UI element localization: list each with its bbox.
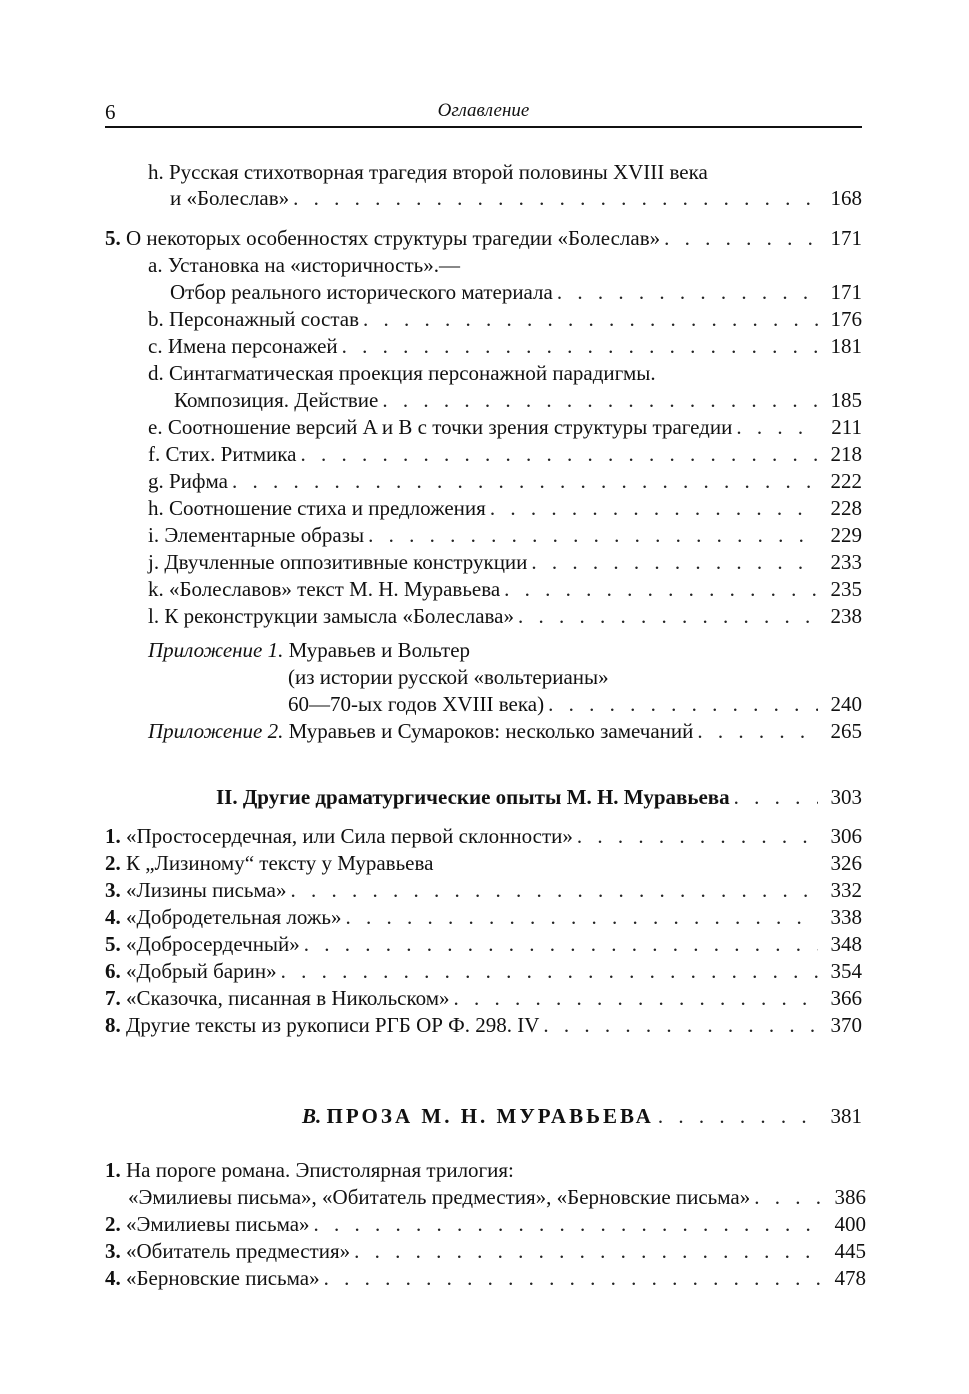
toc-entry-title: «Добрый барин» bbox=[126, 959, 277, 983]
leader-dots bbox=[531, 549, 818, 575]
toc-entry-q4[interactable] bbox=[105, 1265, 866, 1291]
section-number: 2. bbox=[105, 851, 121, 875]
toc-page-number: 218 bbox=[830, 442, 862, 466]
leader-dots bbox=[664, 225, 818, 251]
toc-page-number: 222 bbox=[830, 469, 862, 493]
toc-entry-i[interactable] bbox=[148, 522, 862, 548]
toc-entry-title: «Добросердечный» bbox=[126, 932, 300, 956]
toc-page-number: 229 bbox=[830, 523, 862, 547]
toc-page-number: 168 bbox=[830, 186, 862, 210]
toc-page-number: 370 bbox=[830, 1013, 862, 1037]
part-letter: B. bbox=[302, 1104, 322, 1128]
toc-entry-title: и «Болеслав» bbox=[170, 186, 290, 210]
toc-page-number: 366 bbox=[830, 986, 862, 1010]
toc-part-title: ПРОЗА М. Н. МУРАВЬЕВА bbox=[326, 1104, 654, 1128]
section-number: 4. bbox=[105, 1266, 121, 1290]
toc-entry-e[interactable] bbox=[148, 414, 862, 440]
section-number: 5. bbox=[105, 932, 121, 956]
section-number: 5. bbox=[105, 226, 121, 250]
leader-dots bbox=[754, 1184, 822, 1210]
toc-page-number: 348 bbox=[830, 932, 862, 956]
toc-page-number: 478 bbox=[834, 1266, 866, 1290]
toc-page-number: 332 bbox=[830, 878, 862, 902]
leader-dots bbox=[232, 468, 818, 494]
toc-entry-title: c. Имена персонажей bbox=[148, 334, 338, 358]
toc-entry-title: Композиция. Действие bbox=[174, 388, 379, 412]
toc-entry-p7[interactable] bbox=[105, 985, 862, 1011]
toc-entry-h[interactable] bbox=[148, 495, 862, 521]
section-number: 1. bbox=[105, 1158, 121, 1182]
toc-page-number: 171 bbox=[830, 226, 862, 250]
leader-dots bbox=[557, 279, 818, 305]
toc-entry-title: «Лизины письма» bbox=[126, 878, 287, 902]
section-number: 8. bbox=[105, 1013, 121, 1037]
leader-dots bbox=[577, 823, 818, 849]
leader-dots bbox=[342, 333, 818, 359]
appendix-1-line1 bbox=[148, 637, 470, 663]
toc-page-number: 338 bbox=[830, 905, 862, 929]
section-number: 6. bbox=[105, 959, 121, 983]
toc-entry-title: О некоторых особенностях структуры трагедии «Болеслав» bbox=[126, 226, 661, 250]
header-rule bbox=[105, 126, 862, 128]
leader-dots bbox=[363, 306, 818, 332]
toc-entry-title: Муравьев и Сумароков: несколько замечаний bbox=[288, 719, 694, 743]
toc-page-number: 265 bbox=[830, 719, 862, 743]
toc-entry-title: g. Рифма bbox=[148, 469, 228, 493]
toc-entry-a[interactable] bbox=[170, 279, 862, 305]
toc-entry-title: К „Лизиному“ тексту у Муравьева bbox=[126, 851, 434, 875]
toc-part-title: II. Другие драматургические опыты М. Н. Муравьева bbox=[216, 785, 730, 809]
leader-dots bbox=[345, 904, 818, 930]
toc-page-number: 400 bbox=[834, 1212, 866, 1236]
toc-page-number: 240 bbox=[830, 692, 862, 716]
toc-entry-q1-line1 bbox=[105, 1157, 514, 1183]
toc-entry-part-2[interactable] bbox=[216, 784, 862, 810]
toc-entry-title: «Берновские письма» bbox=[126, 1266, 320, 1290]
toc-entry-title: b. Персонажный состав bbox=[148, 307, 360, 331]
toc-entry-f[interactable] bbox=[148, 441, 862, 467]
leader-dots bbox=[518, 603, 818, 629]
toc-entry-title: «Эмилиевы письма», «Обитатель предместия», «Берновские письма» bbox=[128, 1185, 751, 1209]
toc-entry-p8[interactable] bbox=[105, 1012, 862, 1038]
leader-dots bbox=[548, 691, 818, 717]
toc-page-number: 228 bbox=[830, 496, 862, 520]
toc-page-number: 306 bbox=[830, 824, 862, 848]
toc-entry-c[interactable] bbox=[148, 333, 862, 359]
section-number: 3. bbox=[105, 878, 121, 902]
toc-entry-title: i. Элементарные образы bbox=[148, 523, 365, 547]
toc-entry-p5[interactable] bbox=[105, 931, 862, 957]
leader-dots bbox=[304, 931, 818, 957]
leader-dots bbox=[314, 1211, 822, 1237]
toc-page-number: 235 bbox=[830, 577, 862, 601]
leader-dots bbox=[290, 877, 818, 903]
toc-page-number: 181 bbox=[830, 334, 862, 358]
toc-entry-q3[interactable] bbox=[105, 1238, 866, 1264]
toc-page-number: 238 bbox=[830, 604, 862, 628]
toc-entry-j[interactable] bbox=[148, 549, 862, 575]
toc-entry-appendix-1[interactable] bbox=[288, 691, 862, 717]
toc-entry-title: Отбор реального исторического материала bbox=[170, 280, 553, 304]
toc-entry-part-b[interactable] bbox=[302, 1103, 862, 1129]
toc-entry-title: j. Двучленные оппозитивные конструкции bbox=[148, 550, 528, 574]
leader-dots bbox=[697, 718, 818, 744]
toc-entry-h-prev-line1: h. Русская стихотворная трагедия второй половины XVIII века bbox=[148, 160, 708, 184]
section-number: 4. bbox=[105, 905, 121, 929]
toc-entry-appendix-2[interactable] bbox=[148, 718, 862, 744]
toc-entry-q2[interactable] bbox=[105, 1211, 866, 1237]
toc-page-number: 386 bbox=[834, 1185, 866, 1209]
toc-entry-title: «Эмилиевы письма» bbox=[126, 1212, 310, 1236]
toc-page-number: 176 bbox=[830, 307, 862, 331]
running-title: Оглавление bbox=[437, 100, 530, 121]
leader-dots bbox=[490, 495, 818, 521]
leader-dots bbox=[293, 185, 818, 211]
toc-entry-d-line1: d. Синтагматическая проекция персонажной парадигмы. bbox=[148, 361, 656, 385]
toc-page-number: 185 bbox=[830, 388, 862, 412]
toc-entry-d[interactable] bbox=[174, 387, 862, 413]
toc-entry-p1[interactable] bbox=[105, 823, 862, 849]
toc-entry-title: «Сказочка, писанная в Никольском» bbox=[126, 986, 450, 1010]
toc-entry-title: 60—70-ых годов XVIII века) bbox=[288, 692, 545, 716]
toc-entry-title: На пороге романа. Эпистолярная трилогия: bbox=[126, 1158, 514, 1182]
toc-entry-title: «Простосердечная, или Сила первой склонности» bbox=[126, 824, 573, 848]
toc-entry-q1[interactable] bbox=[128, 1184, 866, 1210]
appendix-title: Муравьев и Вольтер bbox=[288, 638, 471, 662]
toc-page-number: 354 bbox=[830, 959, 862, 983]
toc-entry-title: «Добродетельная ложь» bbox=[126, 905, 342, 929]
leader-dots bbox=[454, 985, 818, 1011]
leader-dots bbox=[300, 441, 818, 467]
leader-dots bbox=[324, 1265, 822, 1291]
toc-page-number: 303 bbox=[830, 785, 862, 809]
leader-dots bbox=[281, 958, 818, 984]
toc-entry-k[interactable] bbox=[148, 576, 862, 602]
section-number: 1. bbox=[105, 824, 121, 848]
leader-dots bbox=[354, 1238, 822, 1264]
toc-page-number: 211 bbox=[831, 415, 862, 439]
toc-entry-b[interactable] bbox=[148, 306, 862, 332]
toc-page-number: 233 bbox=[830, 550, 862, 574]
appendix-label: Приложение 2. bbox=[148, 719, 284, 743]
toc-entry-title: «Обитатель предместия» bbox=[126, 1239, 351, 1263]
toc-entry-title: h. Соотношение стиха и предложения bbox=[148, 496, 486, 520]
toc-entry-title: e. Соотношение версий A и B с точки зрения структуры трагедии bbox=[148, 415, 733, 439]
leader-dots bbox=[658, 1103, 818, 1129]
toc-entry-title: k. «Болеславов» текст М. Н. Муравьева bbox=[148, 577, 501, 601]
section-number: 3. bbox=[105, 1239, 121, 1263]
toc-page-number: 445 bbox=[834, 1239, 866, 1263]
leader-dots bbox=[736, 414, 818, 440]
section-number: 2. bbox=[105, 1212, 121, 1236]
toc-entry-section-5[interactable] bbox=[105, 225, 862, 251]
toc-page-number: 171 bbox=[830, 280, 862, 304]
toc-entry-p4[interactable] bbox=[105, 904, 862, 930]
toc-entry-g[interactable] bbox=[148, 468, 862, 494]
toc-entry-h-prev[interactable] bbox=[170, 185, 862, 211]
toc-entry-p3[interactable] bbox=[105, 877, 862, 903]
toc-page-number: 326 bbox=[830, 851, 862, 875]
section-number: 7. bbox=[105, 986, 121, 1010]
toc-entry-l[interactable] bbox=[148, 603, 862, 629]
toc-entry-title: f. Стих. Ритмика bbox=[148, 442, 297, 466]
leader-dots bbox=[734, 784, 818, 810]
leader-dots bbox=[368, 522, 818, 548]
running-header bbox=[105, 100, 862, 128]
leader-dots bbox=[504, 576, 818, 602]
leader-dots bbox=[382, 387, 818, 413]
toc-entry-p6[interactable] bbox=[105, 958, 862, 984]
toc-entry-p2[interactable] bbox=[105, 850, 862, 876]
toc-entry-title: Другие тексты из рукописи РГБ ОР Ф. 298. IV bbox=[126, 1013, 540, 1037]
appendix-1-line2: (из истории русской «вольтерианы» bbox=[288, 665, 609, 689]
toc-entry-a-line1: a. Установка на «историчность».— bbox=[148, 253, 461, 277]
toc-entry-title: l. К реконструкции замысла «Болеслава» bbox=[148, 604, 515, 628]
page-number: 6 bbox=[105, 100, 116, 124]
appendix-label: Приложение 1. bbox=[148, 638, 284, 662]
toc-page-number: 381 bbox=[830, 1104, 862, 1128]
leader-dots bbox=[543, 1012, 818, 1038]
